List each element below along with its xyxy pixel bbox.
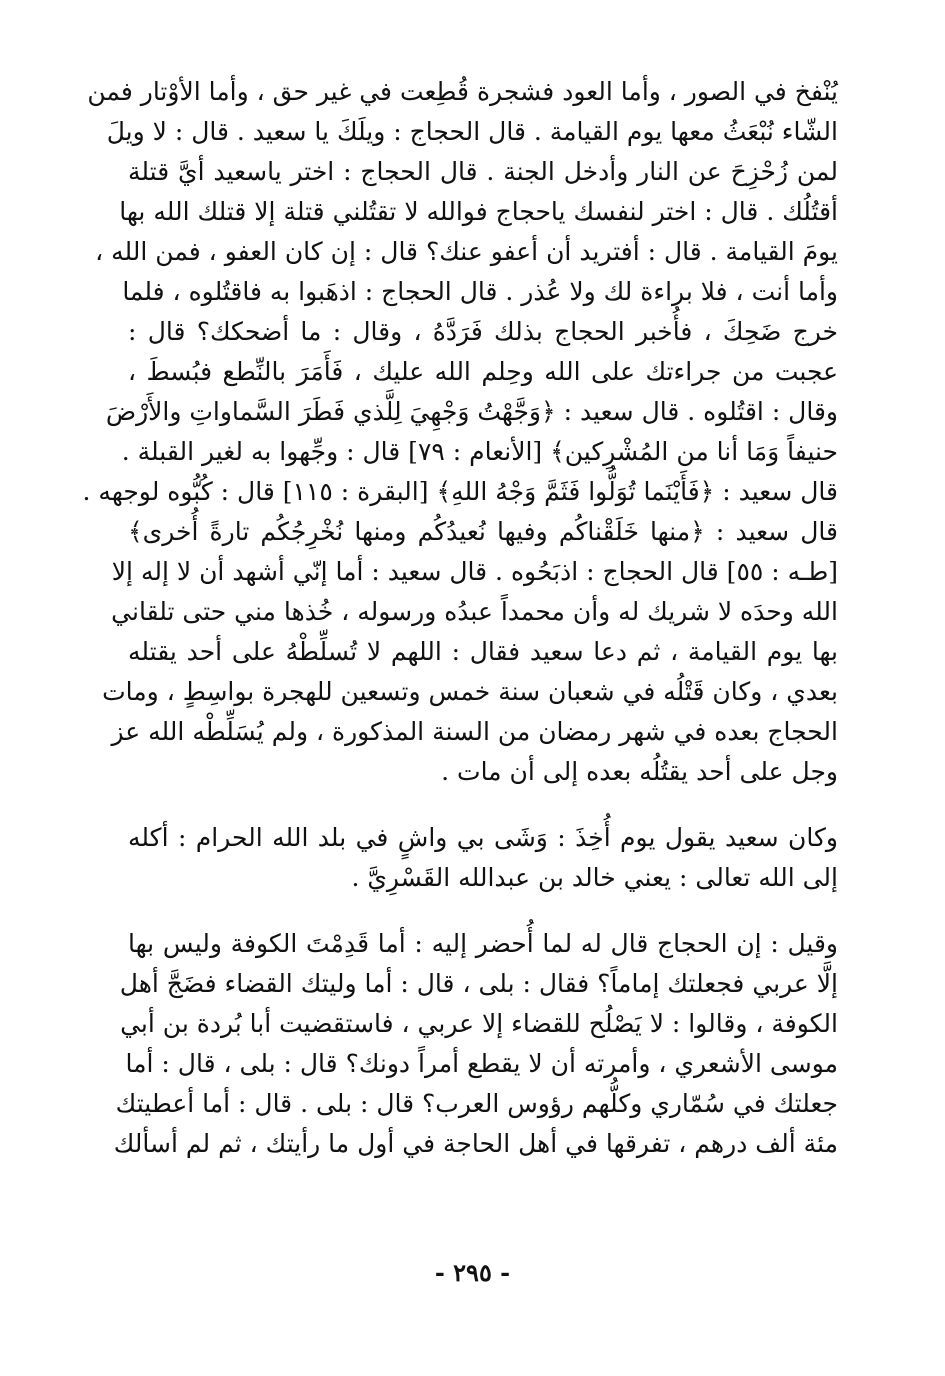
- text-line: بها يوم القيامة ، ثم دعا سعيد فقال : اللهم لا تُسلِّطْهُ على أحد يقتله: [128, 637, 838, 666]
- text-line: الكوفة ، وقالوا : لا يَصْلُح للقضاء إلا عربي ، فاستقضيت أبا بُردة بن أبي: [120, 1009, 838, 1038]
- text-line: وأما أنت ، فلا براءة لك ولا عُذر . قال الحجاج : اذهَبوا به فاقتُلوه ، فلما: [122, 277, 838, 306]
- text-line: وكان سعيد يقول يوم أُخِذَ : وَشَى بي واشٍ في بلد الله الحرام : أكله: [128, 823, 838, 852]
- text-line: عجبت من جراءتك على الله وحِلم الله عليك ، فَأَمَرَ بالنِّطع فبُسطَ ،: [128, 357, 838, 386]
- text-line: جعلتك في سُمّاري وكلُّهم رؤوس العرب؟ قال : بلى . قال : أما أعطيتك: [115, 1089, 838, 1118]
- text-line: الله وحدَه لا شريك له وأن محمداً عبدُه ورسوله ، خُذها مني حتى تلقاني: [111, 597, 838, 626]
- paragraph-1: [82, 72, 838, 792]
- text-line: وقيل : إن الحجاج قال له لما أُحضر إليه : أما قَدِمْتَ الكوفة وليس بها: [128, 929, 838, 958]
- text-line: أقتُلُك . قال : اختر لنفسك ياحجاج فوالله لا تقتُلني قتلة إلا قتلك الله بها: [119, 197, 838, 226]
- text-line: قال سعيد : ﴿منها خَلَقْناكُم وفيها نُعيدُكُم ومنها نُخْرِجُكُم تارةً أُخرى﴾: [128, 517, 838, 546]
- text-line: يُنْفخ في الصور ، وأما العود فشجرة قُطِعت في غير حق ، وأما الأوْتار فمن: [87, 77, 838, 106]
- text-line: إلى الله تعالى : يعني خالد بن عبدالله القَسْرِيَّ .: [351, 863, 838, 892]
- paragraph-2: [128, 818, 838, 898]
- text-line: خرج ضَحِكَ ، فأُخبر الحجاج بذلك فَرَدَّهُ ، وقال : ما أضحكك؟ قال :: [128, 317, 838, 346]
- paragraph-gap: [128, 792, 838, 818]
- text-line: الحجاج بعده في شهر رمضان من السنة المذكورة ، ولم يُسَلِّطْه الله عز: [111, 717, 838, 746]
- page-body: [82, 72, 838, 1302]
- text-line: موسى الأشعري ، وأمرته أن لا يقطع أمراً دونك؟ قال : بلى ، قال : أما: [125, 1049, 838, 1078]
- text-line: الشّاء نُبْعَثُ معها يوم القيامة . قال الحجاج : ويلَكَ يا سعيد . قال : لا ويلَ: [106, 117, 838, 146]
- text-line: وقال : اقتُلوه . قال سعيد : ﴿وَجَّهْتُ وَجْهِيَ لِلَّذي فَطَرَ السَّماواتِ والأَرْضَ: [105, 397, 838, 426]
- page-number: - ٢٩٥ -: [434, 1258, 511, 1287]
- text-line: وجل على أحد يقتُلُه بعده إلى أن مات .: [441, 757, 838, 786]
- text-line: إلَّا عربي فجعلتك إماماً؟ فقال : بلى ، قال : أما وليتك القضاء فضَجَّ أهل: [119, 969, 838, 998]
- text-line: [طـه : ٥٥] قال الحجاج : اذبَحُوه . قال سعيد : أما إنّي أشهد أن لا إله إلا: [111, 557, 838, 586]
- text-line: حنيفاً وَمَا أنا من المُشْرِكين﴾ [الأنعام : ٧٩] قال : وجِّهوا به لغير القبلة .: [121, 437, 838, 466]
- text-line: قال سعيد : ﴿فَأَيْنَما تُوَلُّوا فَثَمَّ وَجْهُ اللهِ﴾ [البقرة : ١١٥] قال : كُبُّوه لوجهه .: [82, 477, 838, 506]
- text-line: بعدي ، وكان قَتْلُه في شعبان سنة خمس وتسعين للهجرة بواسِطٍ ، ومات: [102, 677, 838, 706]
- text-line: لمن زُحْزِحَ عن النار وأدخل الجنة . قال الحجاج : اختر ياسعيد أيَّ قتلة: [128, 157, 838, 186]
- text-line: مئة ألف درهم ، تفرقها في أهل الحاجة في أول ما رأيتك ، ثم لم أسألك: [113, 1129, 838, 1158]
- paragraph-3: [113, 924, 838, 1164]
- paragraph-gap: [128, 898, 838, 924]
- text-line: يومَ القيامة . قال : أفتريد أن أعفو عنك؟ قال : إن كان العفو ، فمن الله ،: [95, 237, 838, 266]
